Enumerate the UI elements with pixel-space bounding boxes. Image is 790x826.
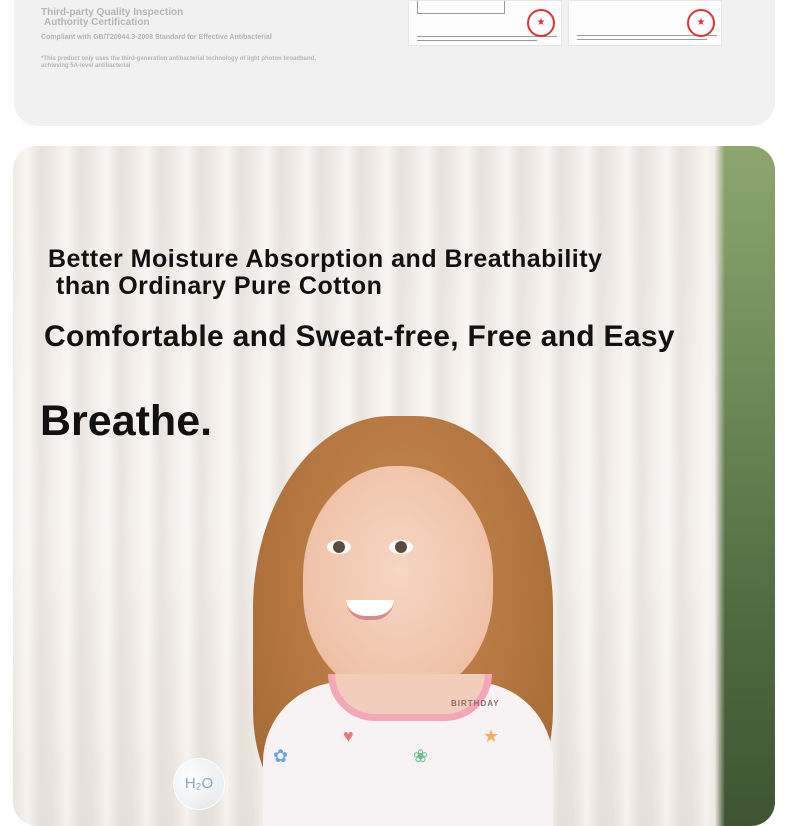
test-report-image-1 bbox=[408, 0, 562, 46]
headline-line-2: than Ordinary Pure Cotton bbox=[56, 272, 383, 300]
shirt-print-icon: ★ bbox=[483, 726, 500, 746]
shirt-print-icon: ♥ bbox=[343, 726, 354, 746]
compliance-text: Compliant with GB/T20944.3-2008 Standard for Effective Antibacterial bbox=[41, 34, 272, 41]
report-line bbox=[417, 40, 537, 41]
subheadline: Comfortable and Sweat-free, Free and Easy bbox=[44, 320, 675, 353]
shirt-print-icon: ✿ bbox=[273, 746, 289, 766]
window-greenery bbox=[715, 146, 775, 826]
hero-banner bbox=[13, 146, 775, 826]
breathe-title: Breathe. bbox=[40, 397, 213, 445]
girl-face bbox=[303, 466, 493, 696]
water-bubble-icon: H₂O bbox=[173, 758, 225, 810]
certification-title: Third-party Quality Inspection bbox=[41, 7, 184, 18]
certification-text bbox=[41, 8, 341, 70]
shirt-print-text: BIRTHDAY bbox=[451, 699, 500, 708]
report-line bbox=[577, 39, 707, 40]
pink-collar bbox=[328, 674, 492, 721]
shirt-print-icon: ❀ bbox=[413, 746, 429, 766]
test-report-image-2 bbox=[568, 0, 722, 46]
girl-left-eye bbox=[327, 540, 351, 554]
report-table bbox=[417, 1, 505, 14]
girl-right-eye bbox=[389, 540, 413, 554]
certification-card bbox=[14, 0, 775, 126]
headline-line-1: Better Moisture Absorption and Breathability bbox=[48, 245, 603, 273]
red-seal-icon: ★ bbox=[687, 9, 715, 37]
red-seal-icon: ★ bbox=[527, 9, 555, 37]
certification-title-2: Authority Certification bbox=[44, 17, 150, 28]
antibacterial-note: *This product only uses the third-generation antibacterial technology of light photon broadband, achieving 5A-level antibacterial bbox=[41, 56, 317, 69]
